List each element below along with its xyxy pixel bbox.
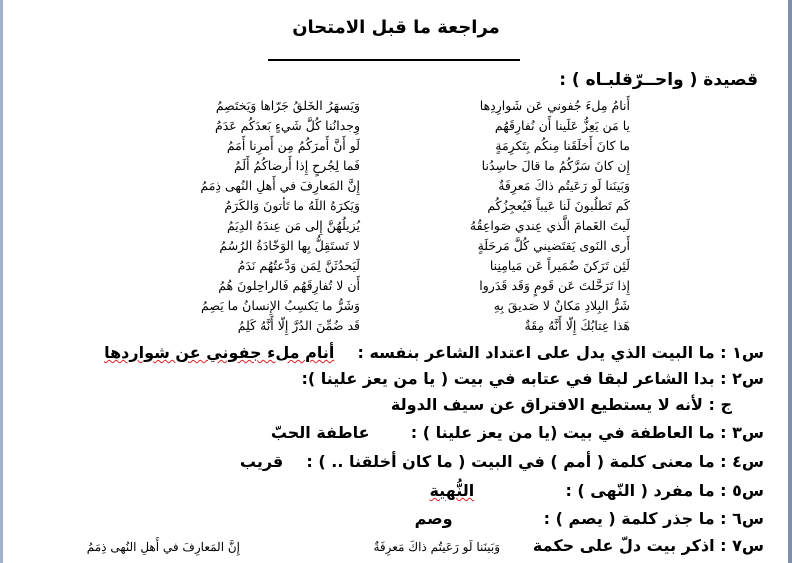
verse-row (150, 117, 630, 137)
answer-text: وصم (414, 509, 453, 528)
verse-row (150, 197, 630, 217)
poem-verses (150, 97, 630, 337)
question-3 (271, 422, 764, 444)
verse-first-hemistich: شَرُّ البِلادِ مَكانٌ لا صَديقَ بِهِ (493, 298, 630, 313)
question-4 (240, 451, 764, 473)
verse-second-hemistich: يُزيلُهُنَّ إِلى مَن عِندَهُ الدِيَمُ (226, 218, 360, 233)
poem-heading: قصيدة ( واحــرّقلبـاه ) : (559, 70, 758, 90)
verse-second-hemistich: لا تَستَقِلُّ بِها الوَخّادَةُ الرُسُمُ (219, 238, 360, 253)
question-6 (415, 508, 764, 530)
verse-second-hemistich: إِنَّ المَعارِفَ في أَهلِ النُهى ذِمَمُ (200, 178, 360, 193)
verse-row (150, 137, 630, 157)
question-1 (104, 342, 764, 364)
verse-row (150, 157, 630, 177)
verse-row (150, 297, 630, 317)
question-number: س٥ (732, 481, 764, 500)
verse-second-hemistich: لَيَحدُثَنَّ لِمَن وَدَّعتُهُم نَدَمُ (237, 258, 360, 273)
verse-first-hemistich: أَنامُ مِلءَ جُفوني عَن شَوارِدِها (479, 98, 630, 113)
question-text: : بدا الشاعر لبقا في عتابه في بيت ( يا من يعز علينا ): (301, 369, 727, 388)
question-text: : ما العاطفة في بيت (يا من يعز علينا ) : (410, 423, 727, 442)
verse-row (150, 177, 630, 197)
verse-first-hemistich: إِذا تَرَحَّلتَ عَن قَومٍ وَقَد قَدَروا (479, 278, 630, 293)
answer-2 (391, 394, 732, 416)
question-number: س٦ (732, 509, 764, 528)
answer-text: : لأنه لا يستطيع الافتراق عن سيف الدولة (390, 395, 715, 414)
verse-first-hemistich: لَئِن تَرَكنَ ضُمَيراً عَن مَيامِنِنا (489, 258, 630, 273)
question-text: : اذكر بيت دلّ على حكمة (532, 536, 727, 555)
verse-first-hemistich: أَرى النَوى يَقتَضيني كُلَّ مَرحَلَةٍ (477, 238, 630, 253)
verse-row (150, 237, 630, 257)
question-7 (533, 535, 764, 557)
verse-second-hemistich: وَشَرُّ ما يَكسِبُ الإِنسانُ ما يَصِمُ (201, 298, 360, 313)
verse-first-hemistich: لَيتَ الغَمامَ الَّذي عِندي صَواعِقُهُ (469, 218, 630, 233)
verse-first-hemistich: ما كانَ أَخلَقَنا مِنكُم بِتَكرِمَةٍ (495, 138, 630, 153)
verse-first-hemistich: يا مَن يَعِزُّ عَلَينا أَن نُفارِقَهُم (494, 118, 630, 133)
verse-first-hemistich: إِن كانَ سَرَّكُمُ ما قالَ حاسِدُنا (481, 158, 630, 173)
verse-row (150, 97, 630, 117)
verse-row (150, 217, 630, 237)
question-text: : ما مفرد ( النّهى ) : (565, 481, 727, 500)
question-number: س٢ (732, 369, 764, 388)
question-number: س٧ (732, 536, 764, 555)
verse-row (150, 257, 630, 277)
question-number: س٤ (732, 452, 764, 471)
verse-second-hemistich: إِنَّ المَعارِفَ في أَهلِ النُهى ذِمَمُ (86, 540, 240, 554)
verse-second-hemistich: قَد ضُمِّنَ الدُرَّ إِلّا أَنَّهُ كَلِمُ (237, 318, 360, 333)
verse-first-hemistich: كَم تَطلُبونَ لَنا عَيباً فَيُعجِزُكُم (487, 198, 630, 213)
question-number: س١ (732, 343, 764, 362)
question-2 (301, 368, 764, 390)
verse-second-hemistich: وَيَكرَهُ اللَهُ ما تَأتونَ وَالكَرَمُ (224, 198, 360, 213)
answer-text: عاطفة الحبّ (270, 423, 370, 442)
verse-first-hemistich: وَبَينَنا لَو رَعَيتُم ذاكَ مَعرِفَةٌ (373, 540, 500, 554)
question-text: : ما جذر كلمة ( يصم ) : (543, 509, 727, 528)
verse-row (150, 277, 630, 297)
verse-first-hemistich: هَذا عِتابُكَ إِلّا أَنَّهُ مِقَةٌ (524, 318, 630, 333)
verse-second-hemistich: أَن لا تُفارِقَهُم فَالراحِلونَ هُمُ (218, 278, 360, 293)
verse-second-hemistich: لَو أَنَّ أَمرَكُمُ مِن أَمرِنا أَمَمُ (226, 138, 360, 153)
question-number: س٣ (732, 423, 764, 442)
verse-first-hemistich: وَبَينَنا لَو رَعَيتُم ذاكَ مَعرِفَةٌ (498, 178, 630, 193)
question-text: : ما معنى كلمة ( أمم ) في البيت ( ما كان أخلقنا .. ) : (306, 452, 727, 471)
page-title: مراجعة ما قبل الامتحان (292, 17, 500, 38)
verse-second-hemistich: فَما لِجُرحٍ إِذا أَرضاكُمُ أَلَمُ (233, 158, 360, 173)
answer-text: أنام ملء جفوني عن شواردها (104, 343, 335, 362)
question-5 (429, 480, 764, 502)
answer-text: قريب (239, 452, 284, 471)
question-text: : ما البيت الذي يدل على اعتداد الشاعر بنفسه : (357, 343, 727, 362)
verse-row (150, 317, 630, 337)
answer-text: النُّهية (429, 481, 475, 500)
title-underline (268, 59, 520, 61)
page-right-border (788, 0, 792, 563)
wisdom-verse (30, 538, 500, 558)
answer-label: ج (720, 395, 732, 414)
verse-second-hemistich: وِجدانُنا كُلَّ شَيءٍ بَعدَكُم عَدَمُ (214, 118, 360, 133)
verse-second-hemistich: وَيَسهَرُ الخَلقُ جَرّاها وَيَختَصِمُ (215, 98, 360, 113)
page-left-border (0, 0, 3, 563)
